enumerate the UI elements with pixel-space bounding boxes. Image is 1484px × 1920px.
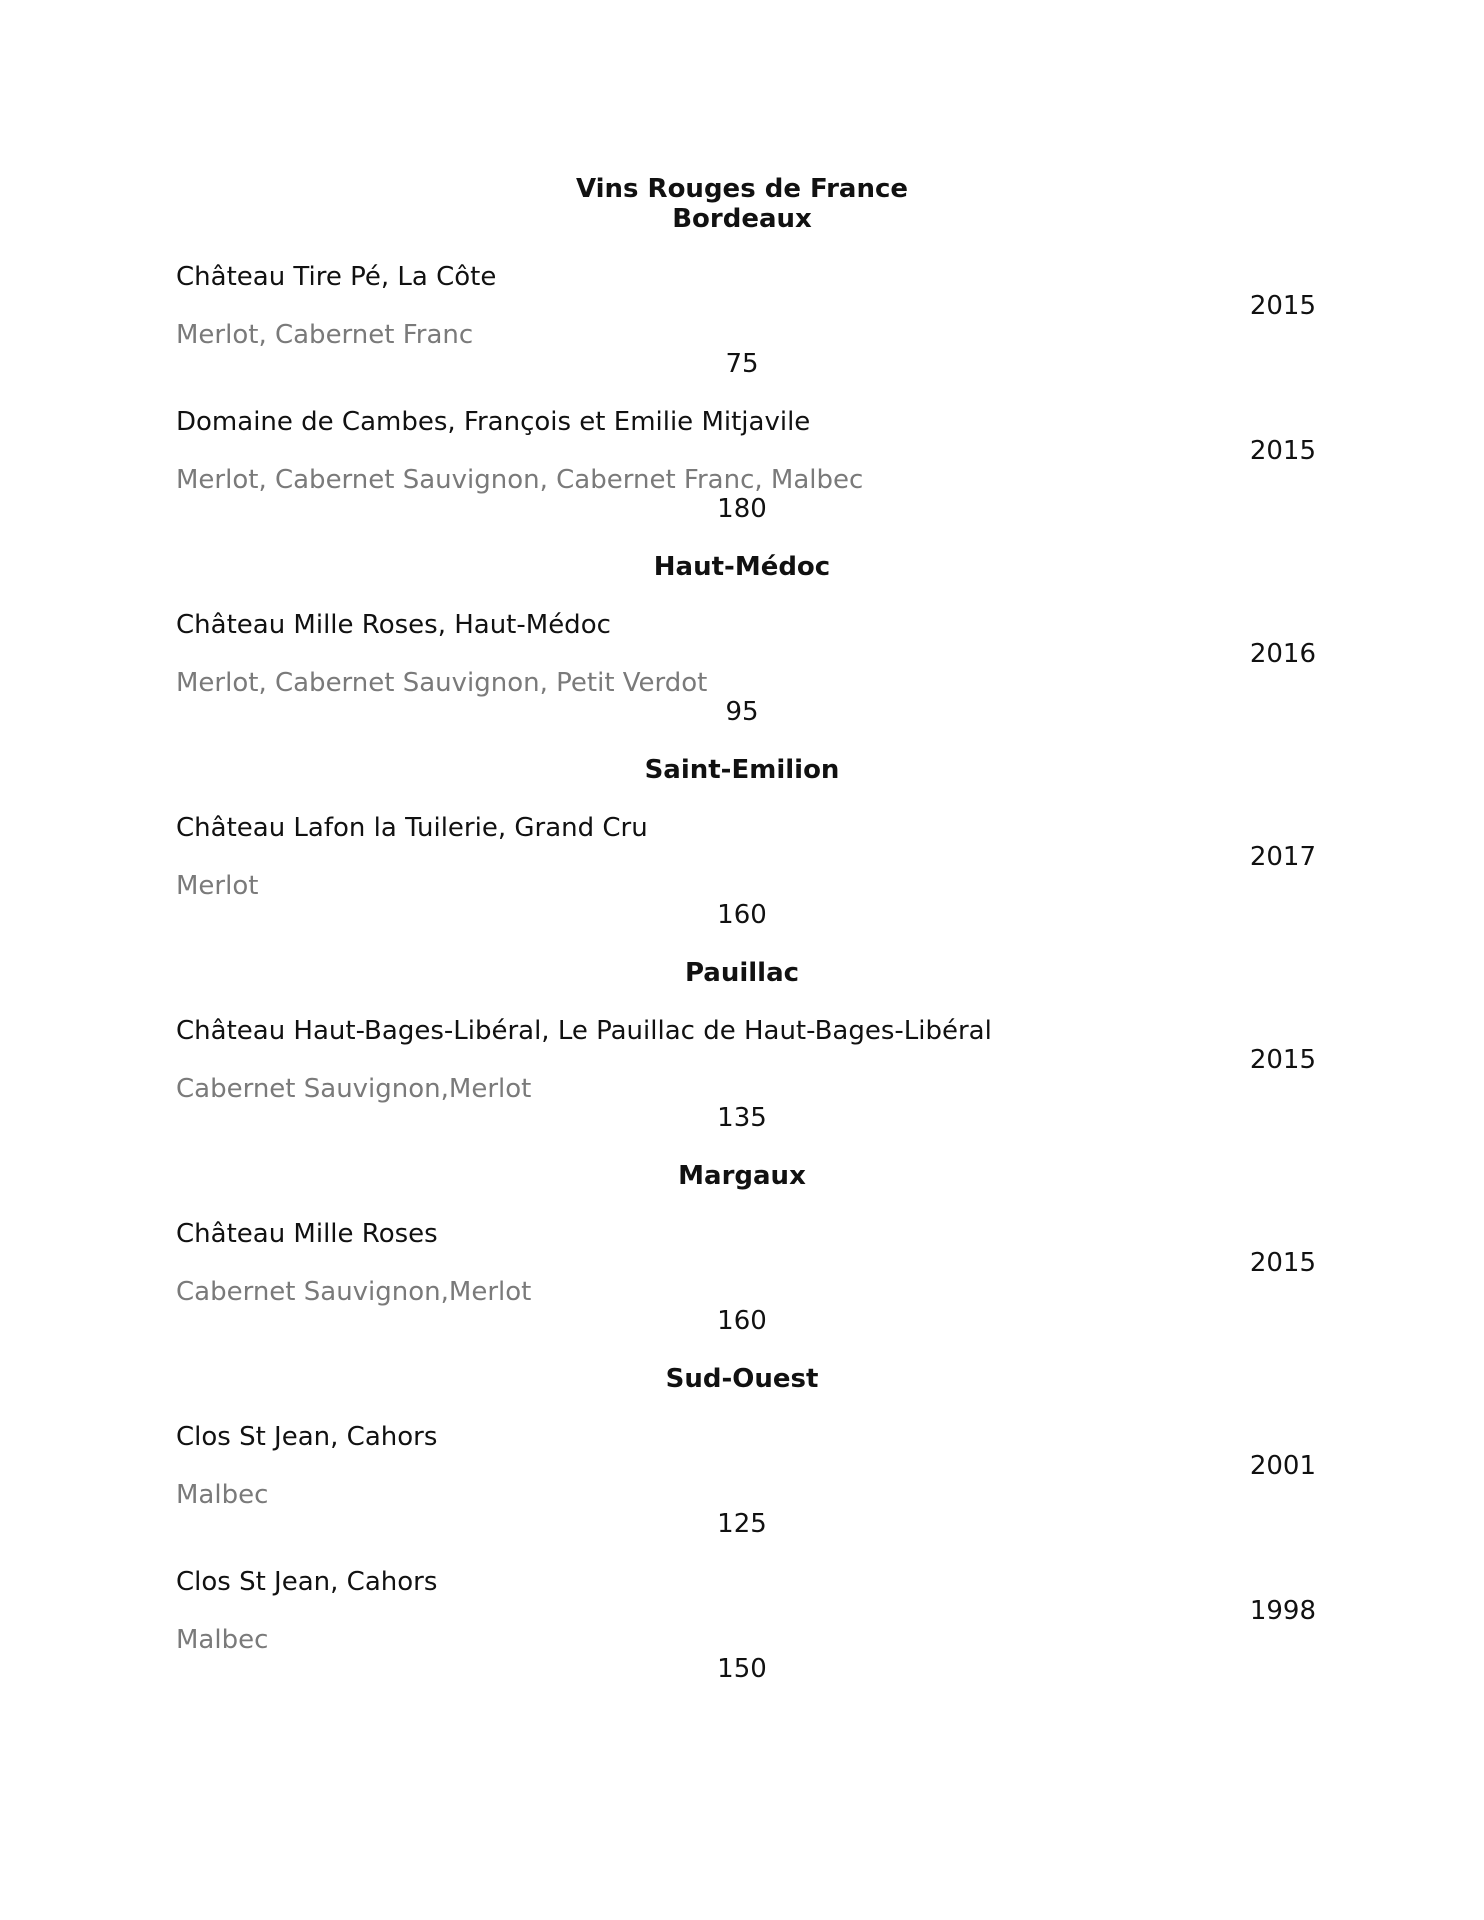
wine-grapes: Malbec — [176, 1480, 269, 1510]
wine-name: Château Lafon la Tuilerie, Grand Cru — [176, 813, 648, 843]
wine-grapes: Cabernet Sauvignon,Merlot — [176, 1074, 532, 1104]
wine-price: 160 — [717, 900, 767, 930]
wine-grapes: Cabernet Sauvignon,Merlot — [176, 1277, 532, 1307]
wine-name: Château Haut-Bages-Libéral, Le Pauillac de Haut-Bages-Libéral — [176, 1016, 992, 1046]
wine-year: 2001 — [1249, 1451, 1316, 1481]
wine-name: Château Mille Roses, Haut-Médoc — [176, 610, 611, 640]
wine-name: Clos St Jean, Cahors — [176, 1567, 438, 1597]
wine-price: 125 — [717, 1509, 767, 1539]
wine-year: 2016 — [1249, 639, 1316, 669]
section-heading-bordeaux: Bordeaux — [672, 204, 812, 234]
wine-grapes: Malbec — [176, 1625, 269, 1655]
wine-price: 135 — [717, 1103, 767, 1133]
section-heading-sud-ouest: Sud-Ouest — [665, 1364, 819, 1394]
wine-year: 2015 — [1249, 1045, 1316, 1075]
wine-grapes: Merlot — [176, 871, 259, 901]
wine-price: 150 — [717, 1654, 767, 1684]
wine-name: Château Mille Roses — [176, 1219, 438, 1249]
section-heading-margaux: Margaux — [678, 1161, 806, 1191]
wine-year: 2015 — [1249, 291, 1316, 321]
wine-price: 75 — [725, 349, 759, 379]
wine-year: 2015 — [1249, 1248, 1316, 1278]
wine-name: Clos St Jean, Cahors — [176, 1422, 438, 1452]
wine-grapes: Merlot, Cabernet Sauvignon, Petit Verdot — [176, 668, 708, 698]
section-heading-pauillac: Pauillac — [684, 958, 800, 988]
wine-name: Château Tire Pé, La Côte — [176, 262, 497, 292]
wine-price: 160 — [717, 1306, 767, 1336]
wine-name: Domaine de Cambes, François et Emilie Mitjavile — [176, 407, 811, 437]
page-title: Vins Rouges de France — [575, 174, 909, 204]
wine-price: 95 — [725, 697, 759, 727]
wine-price: 180 — [717, 494, 767, 524]
wine-year: 2015 — [1249, 436, 1316, 466]
wine-year: 2017 — [1249, 842, 1316, 872]
section-heading-haut-medoc: Haut-Médoc — [653, 552, 831, 582]
wine-grapes: Merlot, Cabernet Franc — [176, 320, 474, 350]
wine-year: 1998 — [1249, 1596, 1316, 1626]
wine-grapes: Merlot, Cabernet Sauvignon, Cabernet Franc, Malbec — [176, 465, 864, 495]
section-heading-saint-emilion: Saint-Emilion — [644, 755, 840, 785]
